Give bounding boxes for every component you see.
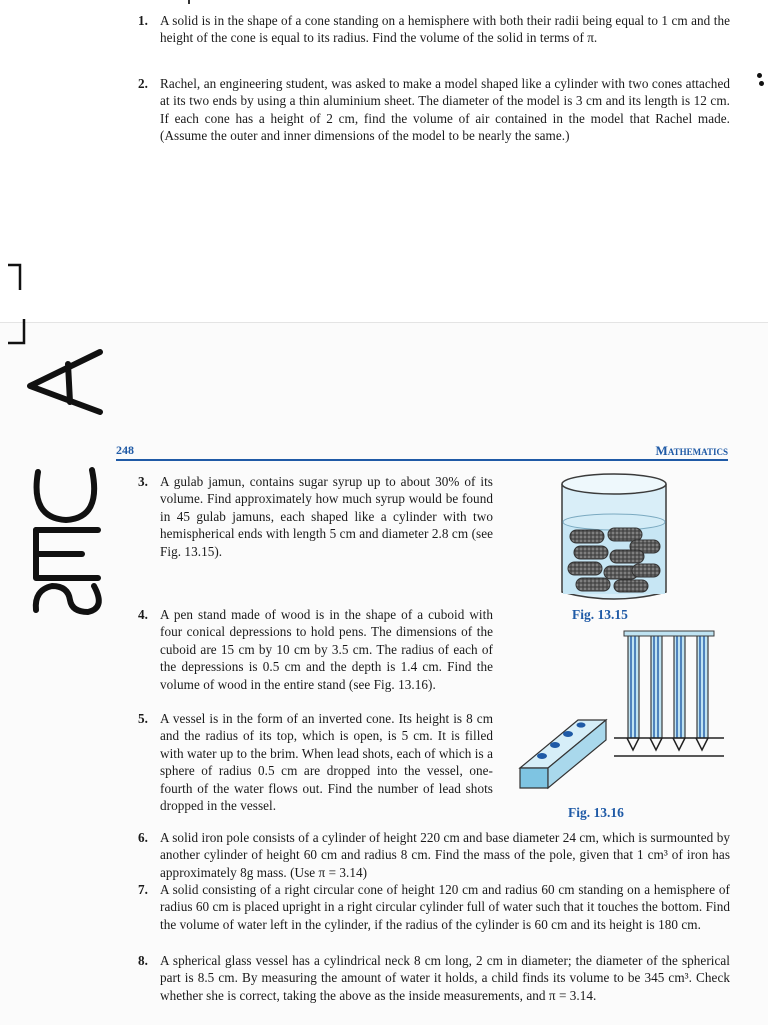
question-text: A spherical glass vessel has a cylindrical neck 8 cm long, 2 cm in diameter; the diameter of the spherical part is 8.5 cm. By measuring the amount of water it holds, a child finds its volume to be 345 cm³. Check whether she is correct, taking the above as the inside measurements, and π = 3.14. [160,953,730,1003]
stray-mark [188,0,190,4]
question-number: 3. [138,474,148,489]
figure-13-16-pen-stand [514,628,730,808]
question-text: A gulab jamun, contains sugar syrup up to about 30% of its volume. Find approximately how much syrup would be found in 45 gulab jamuns, each shaped like a cylinder with two hemispherical ends with length 5 cm and diameter 2.8 cm (see Fig. 13.15). [160,474,493,559]
handwriting-sec-a [22,340,112,620]
question-text: A solid is in the shape of a cone standing on a hemisphere with both their radii being equal to 1 cm and the height of the cone is equal to its radius. Find the volume of the solid in terms of π. [160,13,730,46]
question-number: 6. [138,830,148,845]
figure-caption: Fig. 13.15 [572,607,628,622]
upper-page [0,0,768,322]
bracket-mark [4,262,24,292]
question-number: 2. [138,76,148,91]
question-number: 7. [138,882,148,897]
figure-caption: Fig. 13.16 [568,805,624,820]
question-text: A vessel is in the form of an inverted cone. Its height is 8 cm and the radius of its top, which is open, is 5 cm. It is filled with water up to the brim. When lead shots, each of which is a sphere of radius 0.5 cm are dropped into the vessel, one-fourth of the water flows out. Find the number of lead shots dropped in the vessel. [160,711,493,814]
question-text: A pen stand made of wood is in the shape of a cuboid with four conical depressions to hold pens. The dimensions of the cuboid are 15 cm by 10 cm by 3.5 cm. The radius of each of the depressions is 0.5 cm and the depth is 1.4 cm. Find the volume of wood in the entire stand (see Fig. 13.16). [160,607,493,692]
question-number: 8. [138,953,148,968]
question-text: A solid iron pole consists of a cylinder of height 220 cm and base diameter 24 cm, which is surmounted by another cylinder of height 60 cm and radius 8 cm. Find the mass of the pole, given that 1 cm³ of iron has approximately 8g mass. (Use π = 3.14) [160,830,730,880]
figure-13-15-glass [552,468,677,604]
question-number: 4. [138,607,148,622]
header-rule [116,459,728,461]
question-text: Rachel, an engineering student, was asked to make a model shaped like a cylinder with two cones attached at its two ends by using a thin aluminium sheet. The diameter of the model is 3 cm and its length is 12 cm. If each cone has a height of 2 cm, find the volume of air contained in the model that Rachel made. (Assume the outer and inner dimensions of the model to be nearly the same.) [160,76,730,144]
question-number: 5. [138,711,148,726]
question-number: 1. [138,13,148,28]
page-number: 248 [116,443,134,457]
subject-header: Mathematics [655,443,728,458]
question-text: A solid consisting of a right circular cone of height 120 cm and radius 60 cm standing on a hemisphere of radius 60 cm is placed upright in a right circular cylinder full of water such that it touches the bottom. Find the volume of water left in the cylinder, if the radius of the cylinder is 60 cm and its height is 180 cm. [160,882,730,932]
dot-mark [757,73,762,78]
dot-mark [759,81,764,86]
